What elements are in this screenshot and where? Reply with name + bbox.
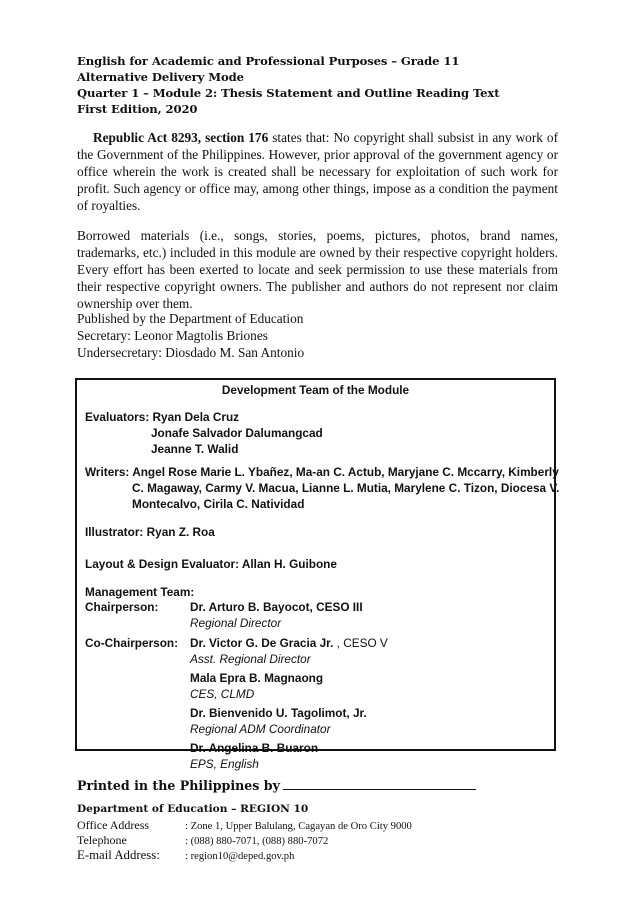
chairperson-position: Regional Director — [190, 616, 282, 630]
management-team-section — [85, 585, 555, 773]
email-value: : region10@deped.gov.ph — [185, 851, 295, 862]
chairperson-name: Dr. Arturo B. Bayocot, CESO III — [190, 600, 363, 614]
layout-evaluator: Layout & Design Evaluator: Allan H. Guibone — [85, 557, 337, 571]
evaluator-name: Jeanne T. Walid — [151, 442, 239, 456]
member-name: Dr. Angelina B. Buaron — [190, 741, 319, 755]
copyright-paragraph — [77, 129, 558, 214]
borrowed-materials-paragraph: Borrowed materials (i.e., songs, stories, poems, pictures, photos, brand names, trademarks, etc.) included in this module are owned by their respective copyright holders. Every effort has been exerted to locate and seek permission to use these materials from their respective copyright owners. The publisher and authors do not represent nor claim ownership over them. — [77, 228, 558, 311]
writers-line: Montecalvo, Cirila C. Natividad — [132, 497, 305, 511]
writers-line: C. Magaway, Carmy V. Macua, Lianne L. Mutia, Marylene C. Tizon, Diocesa V. — [132, 481, 560, 495]
office-address-row — [77, 818, 412, 833]
writers-line: Angel Rose Marie L. Ybañez, Ma-an C. Actub, Maryjane C. Mccarry, Kimberly — [132, 465, 559, 479]
development-team-title: Development Team of the Module — [221, 383, 410, 397]
evaluators-section — [85, 409, 323, 457]
department-region: Department of Education – REGION 10 — [77, 803, 309, 815]
development-team-box — [75, 378, 560, 771]
printed-label: Printed in the Philippines by — [77, 778, 280, 793]
email-row — [77, 848, 294, 863]
copyright-text: states that: No copyright shall subsist in any work of the Government of the Philippines. However, prior approval of the government agency or office wherein the work is created shall be necessary for exploitation of such work for profit. Such agency or office may, among other things, impose as a condition the payment of royalties. — [77, 130, 558, 213]
writers-section — [85, 464, 563, 512]
illustrator: Illustrator: Ryan Z. Roa — [85, 525, 215, 539]
co-chairperson-suffix: , CESO V — [333, 636, 388, 650]
evaluator-name: Ryan Dela Cruz — [152, 410, 240, 424]
member-position: EPS, English — [190, 757, 259, 771]
office-address-value: : Zone 1, Upper Balulang, Cagayan de Oro City 9000 — [185, 821, 412, 832]
chairperson-label: Chairperson: — [85, 600, 159, 614]
printed-in-line — [77, 778, 476, 793]
module-delivery-mode: Alternative Delivery Mode — [77, 70, 244, 84]
email-label: E-mail Address: — [77, 848, 160, 862]
member-name: Mala Epra B. Magnaong — [190, 671, 324, 685]
module-quarter-title: Quarter 1 – Module 2: Thesis Statement and Outline Reading Text — [77, 86, 500, 100]
member-position: Regional ADM Coordinator — [190, 722, 331, 736]
published-by: Published by the Department of Education — [77, 311, 304, 326]
office-address-label: Office Address — [77, 818, 150, 832]
secretary: Secretary: Leonor Magtolis Briones — [77, 328, 268, 343]
co-chairperson-label: Co-Chairperson: — [85, 636, 179, 650]
co-chairperson-name: Dr. Victor G. De Gracia Jr. — [190, 636, 334, 650]
writers-label: Writers: — [85, 465, 133, 479]
member-name: Dr. Bienvenido U. Tagolimot, Jr. — [190, 706, 367, 720]
member-position: CES, CLMD — [190, 687, 255, 701]
republic-act-reference: Republic Act 8293, section 176 — [93, 130, 269, 145]
module-subject-title: English for Academic and Professional Purposes – Grade 11 — [77, 54, 460, 68]
module-edition: First Edition, 2020 — [77, 102, 198, 116]
telephone-label: Telephone — [77, 833, 127, 847]
evaluators-label: Evaluators: — [85, 410, 153, 424]
undersecretary: Undersecretary: Diosdado M. San Antonio — [77, 345, 305, 360]
module-header — [77, 53, 567, 117]
publisher-info — [77, 310, 304, 361]
telephone-value: : (088) 880-7071, (088) 880-7072 — [185, 836, 329, 847]
co-chairperson-position: Asst. Regional Director — [190, 652, 311, 666]
printer-blank-line — [283, 779, 476, 790]
evaluator-name: Jonafe Salvador Dalumangcad — [151, 426, 323, 440]
management-team-label: Management Team: — [85, 585, 195, 599]
telephone-row — [77, 833, 328, 848]
